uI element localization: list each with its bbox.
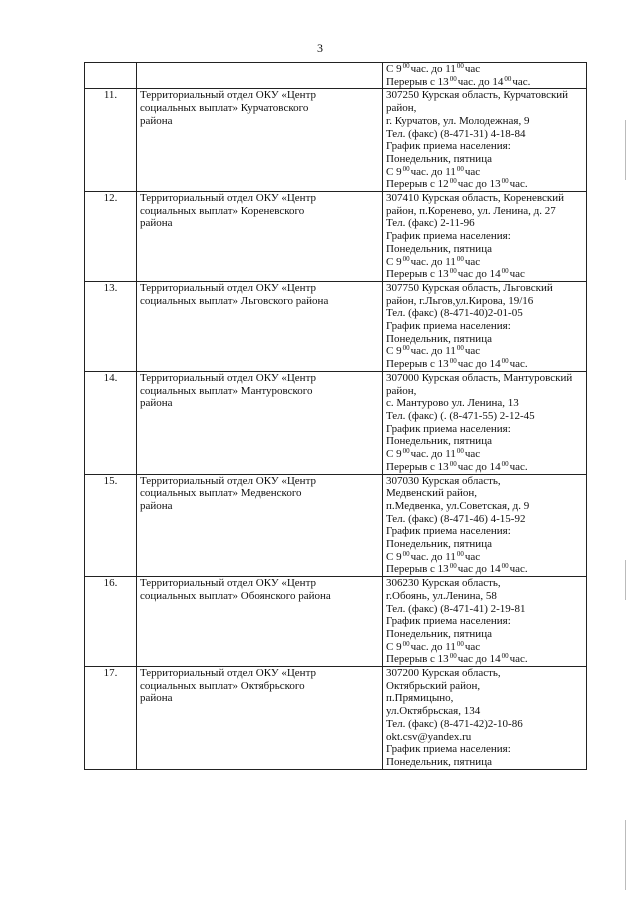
row-number-cell — [85, 63, 137, 89]
hours-unit-text: час. — [512, 75, 531, 88]
office-row — [85, 89, 587, 192]
hours-line — [386, 268, 583, 281]
office-name-line: района — [140, 499, 173, 512]
address-line: График приема населения: — [386, 525, 511, 538]
address-line: Понедельник, пятница — [386, 242, 492, 255]
minutes-superscript: 00 — [449, 267, 457, 276]
hours-line — [386, 448, 583, 461]
hours-unit-text: час. — [509, 178, 528, 191]
office-row — [85, 371, 587, 474]
hours-to-text: час. до 14 — [457, 75, 504, 88]
address-line: Тел. (факс) (8-471-40)2-01-05 — [386, 307, 523, 320]
hours-line — [386, 551, 583, 564]
address-line: График приема населения: — [386, 230, 511, 243]
hours-line — [386, 653, 583, 666]
hours-from-text: С 9 — [386, 255, 402, 268]
minutes-superscript: 00 — [402, 447, 410, 456]
address-line: Понедельник, пятница — [386, 755, 492, 768]
minutes-superscript: 00 — [449, 177, 457, 186]
minutes-superscript: 00 — [402, 344, 410, 353]
address-line: 307030 Курская область, — [386, 474, 501, 487]
address-line: п.Прямицыно, — [386, 692, 454, 705]
minutes-superscript: 00 — [449, 357, 457, 366]
address-line: Понедельник, пятница — [386, 538, 492, 551]
row-number: 15. — [85, 474, 137, 577]
address-line: График приема населения: — [386, 140, 511, 153]
hours-from-text: С 9 — [386, 640, 402, 653]
office-name-line: Территориальный отдел ОКУ «Центр — [140, 371, 317, 384]
office-name-line: района — [140, 397, 173, 410]
minutes-superscript: 00 — [402, 62, 410, 70]
office-row — [85, 577, 587, 667]
row-number: 17. — [85, 667, 137, 770]
address-line: г.Обоянь, ул.Ленина, 58 — [386, 589, 497, 602]
hours-to-text: час. до 11 — [410, 550, 456, 563]
hours-from-text: Перерыв с 13 — [386, 653, 449, 666]
scan-edge-mark — [625, 820, 626, 890]
hours-line — [386, 461, 583, 474]
address-line: район, — [386, 102, 417, 115]
office-name-line: района — [140, 114, 173, 127]
office-row — [85, 474, 587, 577]
scan-edge-mark — [625, 120, 626, 180]
office-name-line: района — [140, 692, 173, 705]
office-name-cell — [137, 63, 383, 89]
address-line: г. Курчатов, ул. Молодежная, 9 — [386, 114, 530, 127]
hours-to-text: час. до 11 — [410, 63, 456, 75]
minutes-superscript: 00 — [449, 562, 457, 571]
hours-line — [386, 563, 583, 576]
minutes-superscript: 00 — [402, 639, 410, 648]
minutes-superscript: 00 — [402, 549, 410, 558]
address-line: Тел. (факс) (8-471-46) 4-15-92 — [386, 512, 526, 525]
hours-line — [386, 358, 583, 371]
hours-line — [386, 166, 583, 179]
minutes-superscript: 00 — [456, 639, 464, 648]
hours-from-text: Перерыв с 13 — [386, 563, 449, 576]
address-line: 307410 Курская область, Кореневский — [386, 192, 564, 205]
row-number: 14. — [85, 371, 137, 474]
hours-line — [386, 76, 583, 89]
hours-from-text: Перерыв с 13 — [386, 358, 449, 371]
hours-unit-text: час — [464, 63, 481, 75]
office-name-cell — [137, 281, 383, 371]
hours-line — [386, 641, 583, 654]
address-line: 307000 Курская область, Мантуровский — [386, 371, 573, 384]
office-name-cell — [137, 89, 383, 192]
address-line: 307750 Курская область, Льговский — [386, 281, 553, 294]
page-number: 3 — [317, 41, 323, 55]
hours-unit-text: час — [464, 448, 481, 461]
continuation-row — [85, 63, 587, 89]
address-cell — [383, 474, 587, 577]
hours-unit-text: час — [464, 550, 481, 563]
address-line: 307200 Курская область, — [386, 667, 501, 680]
address-line: Тел. (факс) (8-471-42)2-10-86 — [386, 717, 523, 730]
minutes-superscript: 00 — [501, 562, 509, 571]
hours-from-text: С 9 — [386, 448, 402, 461]
minutes-superscript: 00 — [501, 459, 509, 468]
minutes-superscript: 00 — [504, 74, 512, 83]
hours-to-text: час до 14 — [457, 358, 501, 371]
row-number: 12. — [85, 192, 137, 282]
office-name-line: Территориальный отдел ОКУ «Центр — [140, 474, 317, 487]
office-name-line: социальных выплат» Льговского района — [140, 294, 329, 307]
office-name-cell — [137, 192, 383, 282]
row-number: 16. — [85, 577, 137, 667]
hours-line — [386, 63, 583, 76]
office-name-cell — [137, 371, 383, 474]
office-name-line: социальных выплат» Мантуровского — [140, 384, 313, 397]
address-cell — [383, 63, 587, 89]
row-number: 13. — [85, 281, 137, 371]
hours-unit-text: час — [509, 268, 525, 281]
address-line: График приема населения: — [386, 422, 511, 435]
minutes-superscript: 00 — [456, 62, 464, 70]
hours-unit-text: час — [464, 345, 481, 358]
address-line: район, г.Льгов,ул.Кирова, 19/16 — [386, 294, 534, 307]
minutes-superscript: 00 — [402, 254, 410, 263]
address-line: 306230 Курская область, — [386, 577, 501, 590]
address-line: район, — [386, 384, 417, 397]
address-cell — [383, 281, 587, 371]
office-name-cell — [137, 667, 383, 770]
address-line: с. Мантурово ул. Ленина, 13 — [386, 397, 519, 410]
minutes-superscript: 00 — [501, 267, 509, 276]
hours-to-text: час до 14 — [457, 563, 501, 576]
address-cell — [383, 371, 587, 474]
hours-from-text: С 9 — [386, 550, 402, 563]
office-name-line: социальных выплат» Октябрьского — [140, 679, 305, 692]
address-line: Октябрьский район, — [386, 679, 481, 692]
address-line: Понедельник, пятница — [386, 627, 492, 640]
hours-from-text: С 9 — [386, 345, 402, 358]
hours-from-text: Перерыв с 12 — [386, 178, 449, 191]
hours-from-text: С 9 — [386, 63, 402, 75]
hours-line — [386, 256, 583, 269]
hours-line — [386, 178, 583, 191]
minutes-superscript: 00 — [449, 74, 457, 83]
office-name-cell — [137, 474, 383, 577]
hours-line — [386, 345, 583, 358]
row-number: 11. — [85, 89, 137, 192]
office-name-line: района — [140, 217, 173, 230]
minutes-superscript: 00 — [456, 344, 464, 353]
minutes-superscript: 00 — [501, 357, 509, 366]
hours-unit-text: час. — [509, 460, 528, 473]
hours-unit-text: час. — [509, 358, 528, 371]
minutes-superscript: 00 — [456, 447, 464, 456]
hours-to-text: час до 14 — [457, 460, 501, 473]
office-name-line: Территориальный отдел ОКУ «Центр — [140, 667, 317, 680]
hours-to-text: час до 13 — [457, 178, 501, 191]
office-name-line: социальных выплат» Обоянского района — [140, 589, 331, 602]
office-name-line: социальных выплат» Медвенского — [140, 487, 302, 500]
office-name-line: Территориальный отдел ОКУ «Центр — [140, 281, 317, 294]
minutes-superscript: 00 — [402, 164, 410, 173]
office-name-line: социальных выплат» Кореневского — [140, 204, 305, 217]
minutes-superscript: 00 — [501, 177, 509, 186]
office-name-line: социальных выплат» Курчатовского — [140, 102, 309, 115]
address-cell — [383, 89, 587, 192]
minutes-superscript: 00 — [501, 652, 509, 661]
address-line: График приема населения: — [386, 320, 511, 333]
offices-table-body — [85, 63, 587, 770]
address-line: 307250 Курская область, Курчатовский — [386, 89, 569, 102]
hours-from-text: Перерыв с 13 — [386, 268, 449, 281]
address-line: ул.Октябрьская, 134 — [386, 705, 481, 718]
hours-unit-text: час — [464, 255, 481, 268]
address-line: Тел. (факс) (8-471-31) 4-18-84 — [386, 127, 526, 140]
minutes-superscript: 00 — [449, 652, 457, 661]
hours-from-text: Перерыв с 13 — [386, 460, 449, 473]
address-cell — [383, 577, 587, 667]
address-line: Тел. (факс) 2-11-96 — [386, 217, 475, 230]
address-line: График приема населения: — [386, 743, 511, 756]
address-line: район, п.Коренево, ул. Ленина, д. 27 — [386, 204, 556, 217]
address-cell — [383, 667, 587, 770]
hours-to-text: час. до 11 — [410, 165, 456, 178]
offices-table — [84, 62, 587, 770]
hours-unit-text: час — [464, 165, 481, 178]
scan-edge-mark — [625, 560, 626, 600]
hours-unit-text: час — [464, 640, 481, 653]
hours-to-text: час до 14 — [457, 653, 501, 666]
office-name-line: Территориальный отдел ОКУ «Центр — [140, 89, 317, 102]
hours-from-text: С 9 — [386, 165, 402, 178]
address-line: Понедельник, пятница — [386, 435, 492, 448]
minutes-superscript: 00 — [456, 549, 464, 558]
hours-to-text: час. до 11 — [410, 255, 456, 268]
office-name-line: Территориальный отдел ОКУ «Центр — [140, 192, 317, 205]
address-line: Тел. (факс) (8-471-41) 2-19-81 — [386, 602, 526, 615]
hours-unit-text: час. — [509, 563, 528, 576]
hours-from-text: Перерыв с 13 — [386, 75, 449, 88]
office-row — [85, 281, 587, 371]
office-row — [85, 192, 587, 282]
minutes-superscript: 00 — [456, 164, 464, 173]
hours-to-text: час. до 11 — [410, 640, 456, 653]
address-line: График приема населения: — [386, 615, 511, 628]
office-name-line: Территориальный отдел ОКУ «Центр — [140, 577, 317, 590]
hours-to-text: час. до 11 — [410, 345, 456, 358]
hours-unit-text: час. — [509, 653, 528, 666]
address-line: п.Медвенка, ул.Советская, д. 9 — [386, 499, 530, 512]
address-line: Понедельник, пятница — [386, 152, 492, 165]
address-line: Медвенский район, — [386, 487, 478, 500]
hours-to-text: час до 14 — [457, 268, 501, 281]
address-line: okt.csv@yandex.ru — [386, 730, 472, 743]
minutes-superscript: 00 — [456, 254, 464, 263]
address-cell — [383, 192, 587, 282]
office-row — [85, 667, 587, 770]
office-name-cell — [137, 577, 383, 667]
minutes-superscript: 00 — [449, 459, 457, 468]
hours-to-text: час. до 11 — [410, 448, 456, 461]
address-line: Понедельник, пятница — [386, 332, 492, 345]
address-line: Тел. (факс) (. (8-471-55) 2-12-45 — [386, 409, 535, 422]
